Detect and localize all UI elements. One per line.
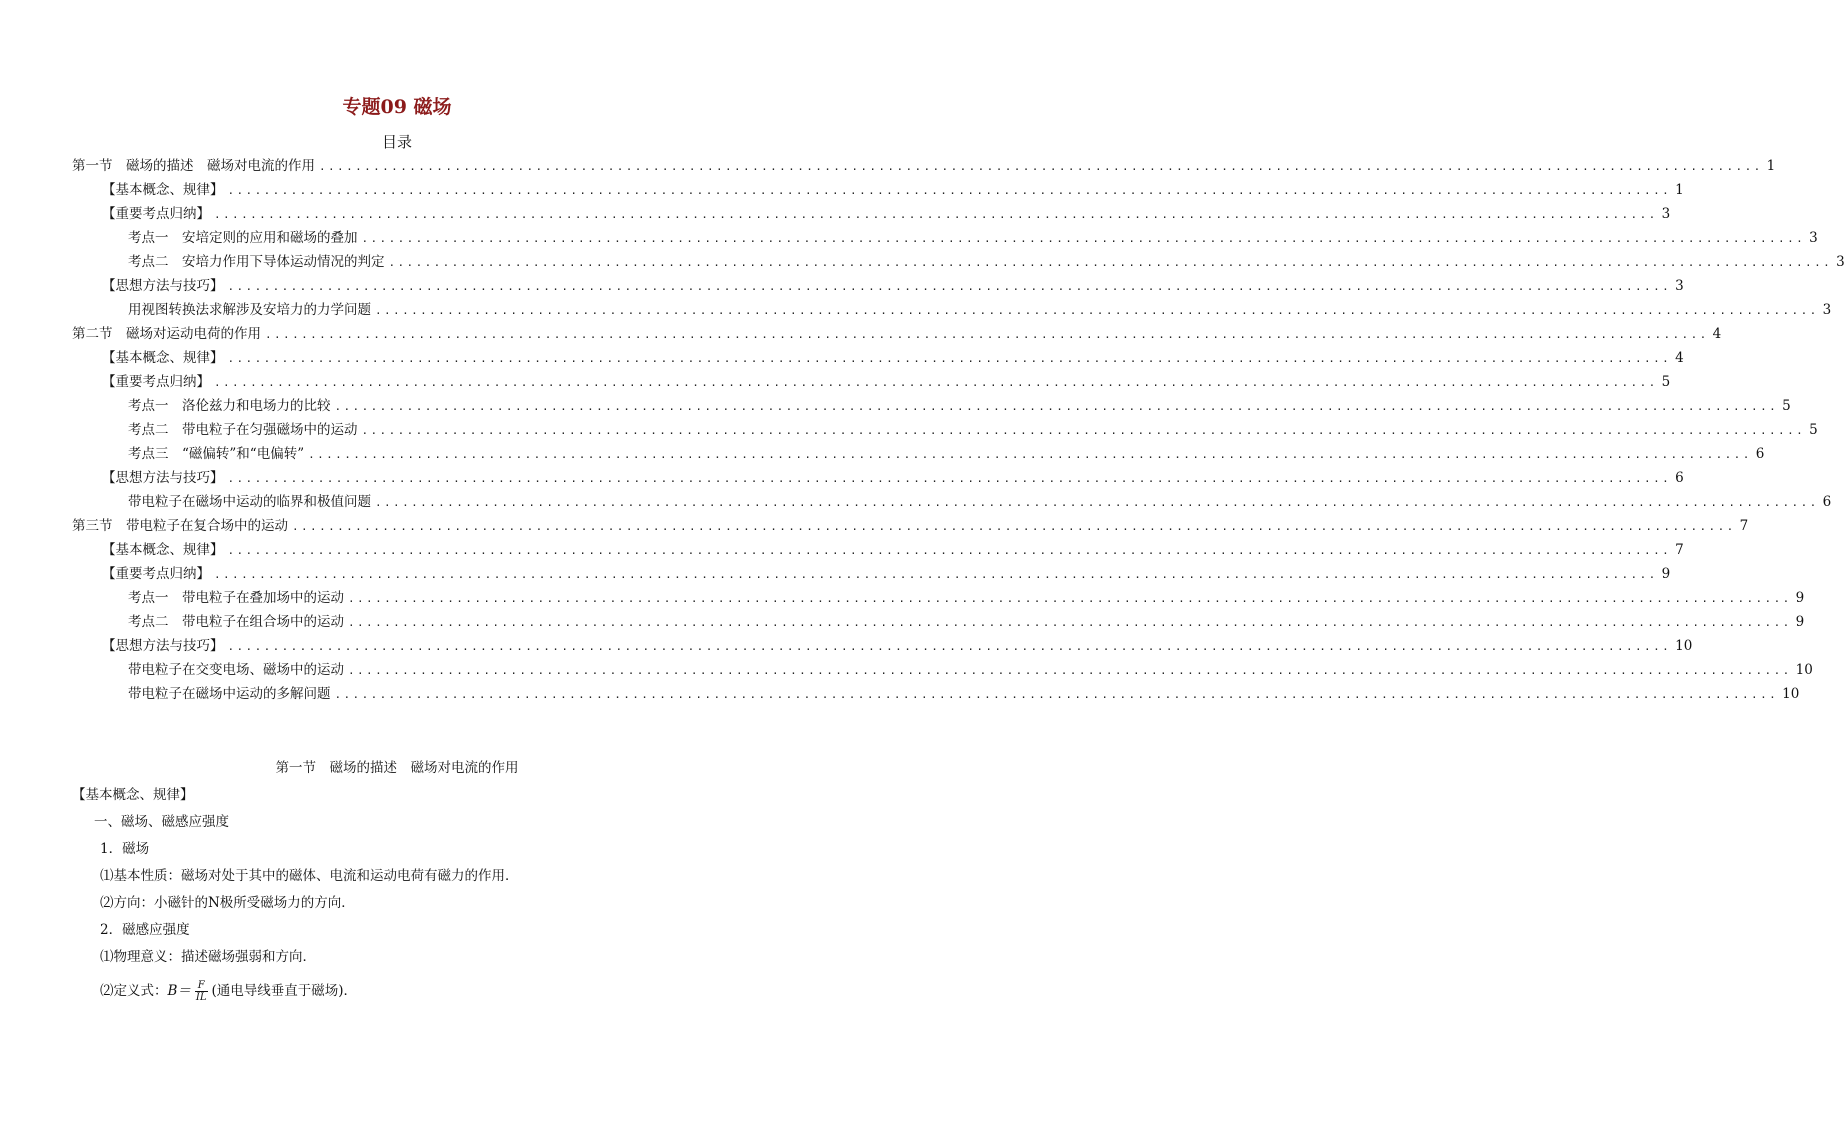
toc-entry-label: 带电粒子在磁场中运动的临界和极值问题 [128, 494, 371, 510]
toc-leader-dots: ................................................................................................................................................................ [292, 520, 1736, 533]
toc-entry[interactable] [72, 202, 1671, 226]
toc-entry[interactable] [72, 226, 1818, 250]
formula-numerator: F [195, 980, 208, 992]
toc-entry-label: 用视图转换法求解涉及安培力的力学问题 [128, 302, 371, 318]
toc-leader-dots: ................................................................................................................................................................ [214, 208, 1658, 221]
toc-leader-dots: ................................................................................................................................................................ [214, 568, 1658, 581]
item-heading: 1．磁场 [100, 841, 150, 857]
toc-leader-dots: ................................................................................................................................................................ [227, 640, 1672, 653]
toc-entry-label: 【思想方法与技巧】 [102, 278, 224, 294]
toc-page-number: 6 [1822, 494, 1832, 510]
toc-entry[interactable] [72, 346, 1684, 370]
formula-denominator: IL [195, 991, 207, 1003]
paragraph: ⑵方向：小磁针的N极所受磁场力的方向． [100, 895, 355, 911]
toc-page-number: 7 [1675, 542, 1684, 558]
formula-fraction [193, 980, 210, 1003]
toc-entry-label: 第三节 带电粒子在复合场中的运动 [72, 518, 288, 534]
toc-page-number: 3 [1675, 278, 1684, 294]
toc-entry[interactable] [72, 682, 1800, 706]
toc-page-number: 3 [1822, 302, 1832, 318]
toc-entry[interactable] [72, 610, 1805, 634]
toc-entry[interactable] [72, 586, 1805, 610]
sub-heading: 【基本概念、规律】 [72, 787, 194, 803]
toc-entry-label: 第二节 磁场对运动电荷的作用 [72, 326, 261, 342]
toc-leader-dots: ................................................................................................................................................................ [375, 496, 1819, 509]
paragraph: ⑴物理意义：描述磁场强弱和方向． [100, 949, 316, 965]
toc-entry[interactable] [72, 466, 1684, 490]
toc-page-number: 4 [1712, 326, 1722, 342]
paragraph: ⑴基本性质：磁场对处于其中的磁体、电流和运动电荷有磁力的作用． [100, 868, 519, 884]
formula-line [72, 971, 722, 1011]
toc-leader-dots: ................................................................................................................................................................ [334, 688, 1779, 701]
part-heading: 一、磁场、磁感应强度 [94, 814, 229, 830]
table-of-contents [72, 154, 1845, 706]
section-body [72, 782, 722, 1011]
toc-entry-label: 带电粒子在交变电场、磁场中的运动 [128, 662, 344, 678]
formula-prefix: ⑵定义式： [100, 982, 168, 999]
toc-entry-label: 考点一 安培定则的应用和磁场的叠加 [128, 230, 358, 246]
toc-entry-label: 【重要考点归纳】 [102, 206, 210, 222]
toc-leader-dots: ................................................................................................................................................................ [265, 328, 1709, 341]
toc-page-number: 10 [1782, 686, 1800, 702]
toc-leader-dots: ................................................................................................................................................................ [348, 664, 1792, 677]
formula-suffix: (通电导线垂直于磁场)． [211, 982, 358, 999]
toc-entry-label: 【基本概念、规律】 [102, 182, 224, 198]
formula-lhs: B＝ [167, 982, 191, 999]
toc-entry-label: 【重要考点归纳】 [102, 374, 210, 390]
toc-leader-dots: ................................................................................................................................................................ [227, 472, 1672, 485]
toc-page-number: 3 [1661, 206, 1671, 222]
toc-entry-label: 第一节 磁场的描述 磁场对电流的作用 [72, 158, 315, 174]
toc-page-number: 7 [1739, 518, 1749, 534]
toc-entry[interactable] [72, 274, 1684, 298]
toc-entry-label: 考点二 安培力作用下导体运动情况的判定 [128, 254, 385, 270]
toc-page-number: 3 [1836, 254, 1845, 270]
toc-entry-label: 考点二 带电粒子在组合场中的运动 [128, 614, 344, 630]
toc-leader-dots: ................................................................................................................................................................ [388, 256, 1833, 269]
toc-heading: 目录 [381, 133, 412, 151]
toc-leader-dots: ................................................................................................................................................................ [214, 376, 1658, 389]
toc-page-number: 6 [1755, 446, 1765, 462]
toc-entry[interactable] [72, 178, 1684, 202]
toc-page-number: 4 [1675, 350, 1684, 366]
toc-leader-dots: ................................................................................................................................................................ [227, 544, 1672, 557]
toc-leader-dots: ................................................................................................................................................................ [319, 160, 1763, 173]
toc-entry-label: 考点一 带电粒子在叠加场中的运动 [128, 590, 344, 606]
toc-page-number: 5 [1809, 422, 1818, 438]
toc-page-number: 5 [1782, 398, 1791, 414]
toc-leader-dots: ................................................................................................................................................................ [334, 400, 1779, 413]
toc-page-number: 9 [1795, 614, 1805, 630]
toc-entry[interactable] [72, 322, 1722, 346]
toc-leader-dots: ................................................................................................................................................................ [348, 592, 1792, 605]
toc-page-number: 3 [1809, 230, 1818, 246]
toc-page-number: 9 [1795, 590, 1805, 606]
toc-page-number: 6 [1675, 470, 1684, 486]
section-heading: 第一节 磁场的描述 磁场对电流的作用 [275, 760, 519, 776]
toc-entry[interactable] [72, 514, 1749, 538]
toc-entry-label: 带电粒子在磁场中运动的多解问题 [128, 686, 331, 702]
toc-entry-label: 【基本概念、规律】 [102, 542, 224, 558]
toc-entry-label: 【重要考点归纳】 [102, 566, 210, 582]
toc-page-number: 1 [1675, 182, 1684, 198]
toc-entry[interactable] [72, 658, 1813, 682]
toc-entry-label: 考点三 “磁偏转”和“电偏转” [128, 446, 305, 462]
toc-entry[interactable] [72, 562, 1671, 586]
toc-entry[interactable] [72, 538, 1684, 562]
toc-entry-label: 考点一 洛伦兹力和电场力的比较 [128, 398, 331, 414]
toc-entry[interactable] [72, 370, 1671, 394]
toc-leader-dots: ................................................................................................................................................................ [227, 184, 1672, 197]
toc-entry-label: 考点二 带电粒子在匀强磁场中的运动 [128, 422, 358, 438]
toc-entry-label: 【思想方法与技巧】 [102, 638, 224, 654]
toc-entry-label: 【思想方法与技巧】 [102, 470, 224, 486]
toc-entry[interactable] [72, 418, 1818, 442]
toc-entry[interactable] [72, 154, 1776, 178]
toc-entry[interactable] [72, 442, 1765, 466]
toc-entry[interactable] [72, 250, 1845, 274]
toc-leader-dots: ................................................................................................................................................................ [227, 352, 1672, 365]
toc-page-number: 1 [1766, 158, 1776, 174]
toc-leader-dots: ................................................................................................................................................................ [348, 616, 1792, 629]
toc-entry-label: 【基本概念、规律】 [102, 350, 224, 366]
toc-page-number: 9 [1661, 566, 1671, 582]
item-heading: 2．磁感应强度 [100, 922, 190, 938]
toc-leader-dots: ................................................................................................................................................................ [361, 232, 1806, 245]
toc-entry[interactable] [72, 394, 1791, 418]
toc-page-number: 10 [1795, 662, 1813, 678]
toc-leader-dots: ................................................................................................................................................................ [308, 448, 1752, 461]
toc-page-number: 5 [1661, 374, 1671, 390]
toc-entry[interactable] [72, 490, 1832, 514]
toc-entry[interactable] [72, 298, 1832, 322]
toc-leader-dots: ................................................................................................................................................................ [227, 280, 1672, 293]
document-title: 专题09 磁场 [342, 96, 452, 118]
toc-leader-dots: ................................................................................................................................................................ [361, 424, 1806, 437]
toc-entry[interactable] [72, 634, 1693, 658]
toc-leader-dots: ................................................................................................................................................................ [375, 304, 1819, 317]
toc-page-number: 10 [1675, 638, 1693, 654]
